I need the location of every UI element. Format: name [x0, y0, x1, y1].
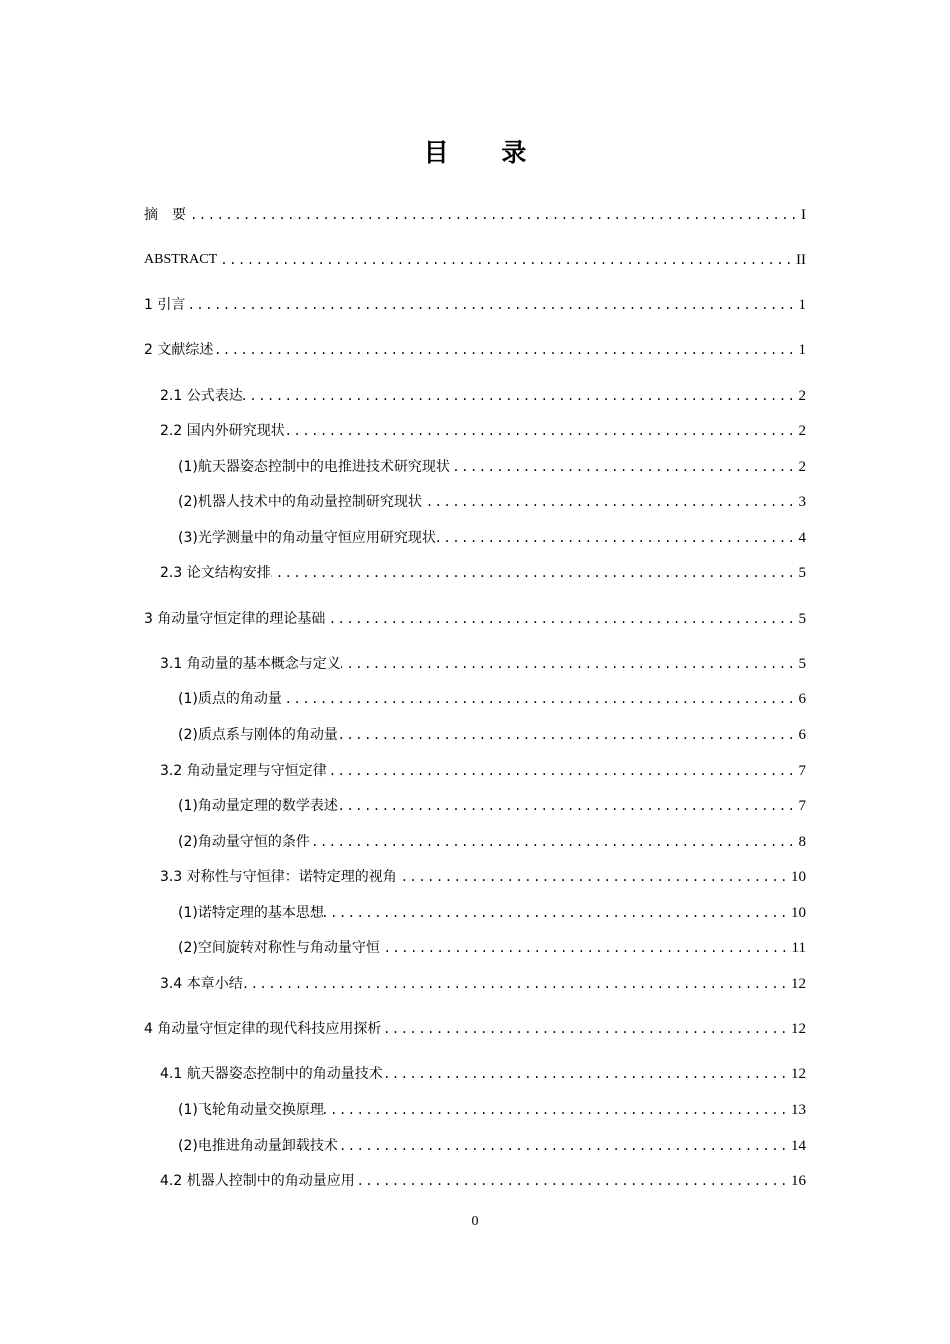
- toc-leader-dots: [450, 456, 799, 478]
- toc-leader-dots: [310, 831, 799, 853]
- toc-entry[interactable]: [144, 608, 806, 630]
- toc-leader-dots: [285, 420, 799, 442]
- toc-entry-page: II: [796, 252, 806, 268]
- toc-leader-dots: [338, 1135, 791, 1157]
- toc-entry-page: 12: [791, 1021, 806, 1037]
- toc-entry-page: 6: [798, 691, 806, 707]
- toc-entry-page: 5: [798, 611, 806, 627]
- toc-title: 目 录: [423, 138, 549, 167]
- toc-entry-page: 11: [791, 940, 806, 956]
- toc-leader-dots: [217, 249, 796, 271]
- toc-entry-label: 2.3 论文结构安排: [160, 565, 271, 581]
- toc-entry[interactable]: [178, 795, 806, 817]
- toc-leader-dots: [185, 294, 798, 316]
- toc-entry-page: 10: [791, 905, 806, 921]
- toc-entry-label: 3.1 角动量的基本概念与定义: [160, 656, 341, 672]
- toc-entry-page: 14: [791, 1138, 806, 1154]
- toc-entry-label: 摘 要: [144, 207, 186, 223]
- toc-entry-page: 12: [791, 1066, 806, 1082]
- toc-leader-dots: [338, 795, 799, 817]
- toc-leader-dots: [422, 491, 799, 513]
- toc-leader-dots: [341, 653, 799, 675]
- toc-entry-label: (1)质点的角动量: [178, 691, 282, 707]
- toc-entry[interactable]: [178, 1099, 806, 1121]
- toc-leader-dots: [383, 1063, 791, 1085]
- toc-entry-page: 4: [798, 530, 806, 546]
- toc-entry-page: 2: [798, 423, 806, 439]
- toc-entry-page: 5: [798, 656, 806, 672]
- toc-entry-page: 5: [798, 565, 806, 581]
- toc-entry-page: 10: [791, 869, 806, 885]
- toc-entry-label: 4.2 机器人控制中的角动量应用: [160, 1173, 355, 1189]
- toc-leader-dots: [325, 608, 798, 630]
- toc-entry[interactable]: [178, 724, 806, 746]
- toc-entry-page: 8: [798, 834, 806, 850]
- toc-entry-page: 2: [798, 388, 806, 404]
- toc-leader-dots: [397, 866, 791, 888]
- toc-entry[interactable]: [160, 973, 806, 995]
- toc-entry[interactable]: [144, 1018, 806, 1040]
- toc-entry-page: 16: [791, 1173, 806, 1189]
- toc-leader-dots: [380, 937, 792, 959]
- toc-entry-label: 4 角动量守恒定律的现代科技应用探析: [144, 1021, 382, 1037]
- toc-entry-label: 3.4 本章小结: [160, 976, 243, 992]
- toc-entry-page: 1: [798, 297, 806, 313]
- toc-entry[interactable]: [178, 688, 806, 710]
- toc-entry[interactable]: [160, 760, 806, 782]
- toc-entry-page: 7: [798, 798, 806, 814]
- toc-entry[interactable]: [160, 1170, 806, 1192]
- toc-leader-dots: [243, 385, 799, 407]
- toc-leader-dots: [213, 339, 798, 361]
- toc-entry-page: 12: [791, 976, 806, 992]
- toc-entry-page: 7: [798, 763, 806, 779]
- toc-entry[interactable]: [160, 562, 806, 584]
- toc-leader-dots: [327, 760, 799, 782]
- toc-entry-page: 13: [791, 1102, 806, 1118]
- toc-leader-dots: [355, 1170, 791, 1192]
- toc-leader-dots: [271, 562, 799, 584]
- toc-leader-dots: [324, 902, 791, 924]
- toc-entry[interactable]: [160, 385, 806, 407]
- toc-entry[interactable]: [178, 527, 806, 549]
- toc-entry-label: (1)航天器姿态控制中的电推进技术研究现状: [178, 459, 450, 475]
- toc-entry-page: 2: [798, 459, 806, 475]
- toc-entry[interactable]: [144, 294, 806, 316]
- toc-entry-label: 2.1 公式表达: [160, 388, 243, 404]
- toc-entry[interactable]: [160, 1063, 806, 1085]
- toc-entry-label: 3.3 对称性与守恒律：诺特定理的视角: [160, 869, 397, 885]
- toc-entry-label: (1)角动量定理的数学表述: [178, 798, 338, 814]
- toc-entry[interactable]: [178, 456, 806, 478]
- toc-entry-label: 2.2 国内外研究现状: [160, 423, 285, 439]
- toc-entry-label: 3 角动量守恒定律的理论基础: [144, 611, 326, 627]
- toc-leader-dots: [282, 688, 799, 710]
- toc-entry-label: (2)质点系与刚体的角动量: [178, 727, 338, 743]
- toc-entry[interactable]: [178, 831, 806, 853]
- toc-leader-dots: [338, 724, 799, 746]
- toc-leader-dots: [381, 1018, 791, 1040]
- toc-entry-page: 3: [798, 494, 806, 510]
- toc-entry-label: (1)飞轮角动量交换原理: [178, 1102, 324, 1118]
- toc-entry[interactable]: [160, 866, 806, 888]
- toc-entry-page: 6: [798, 727, 806, 743]
- toc-entry[interactable]: [160, 420, 806, 442]
- toc-entry-label: (2)角动量守恒的条件: [178, 834, 310, 850]
- toc-entry[interactable]: [178, 491, 806, 513]
- toc-entry-page: 1: [798, 342, 806, 358]
- toc-entry-label: (1)诺特定理的基本思想: [178, 905, 324, 921]
- toc-entry-label: (3)光学测量中的角动量守恒应用研究现状: [178, 530, 436, 546]
- page-number: 0: [471, 1214, 479, 1229]
- toc-entry-label: (2)电推进角动量卸载技术: [178, 1138, 338, 1154]
- toc-leader-dots: [436, 527, 799, 549]
- toc-entry-label: 1 引言: [144, 297, 186, 313]
- toc-entry-label: 2 文献综述: [144, 342, 214, 358]
- toc-entry-page: I: [801, 207, 806, 223]
- toc-entry-label: ABSTRACT: [144, 252, 218, 267]
- toc-entry[interactable]: [160, 653, 806, 675]
- toc-entry-label: (2)空间旋转对称性与角动量守恒: [178, 940, 380, 956]
- toc-entry[interactable]: [144, 339, 806, 361]
- toc-entry-label: 3.2 角动量定理与守恒定律: [160, 763, 327, 779]
- toc-entry[interactable]: [178, 937, 806, 959]
- toc-entry-label: (2)机器人技术中的角动量控制研究现状: [178, 494, 422, 510]
- toc-leader-dots: [243, 973, 791, 995]
- toc-leader-dots: [186, 204, 801, 226]
- toc-entry[interactable]: [144, 249, 806, 271]
- toc-entry[interactable]: [178, 1135, 806, 1157]
- toc-entry[interactable]: [144, 204, 806, 226]
- toc-entry-label: 4.1 航天器姿态控制中的角动量技术: [160, 1066, 383, 1082]
- toc-entry[interactable]: [178, 902, 806, 924]
- toc-leader-dots: [324, 1099, 791, 1121]
